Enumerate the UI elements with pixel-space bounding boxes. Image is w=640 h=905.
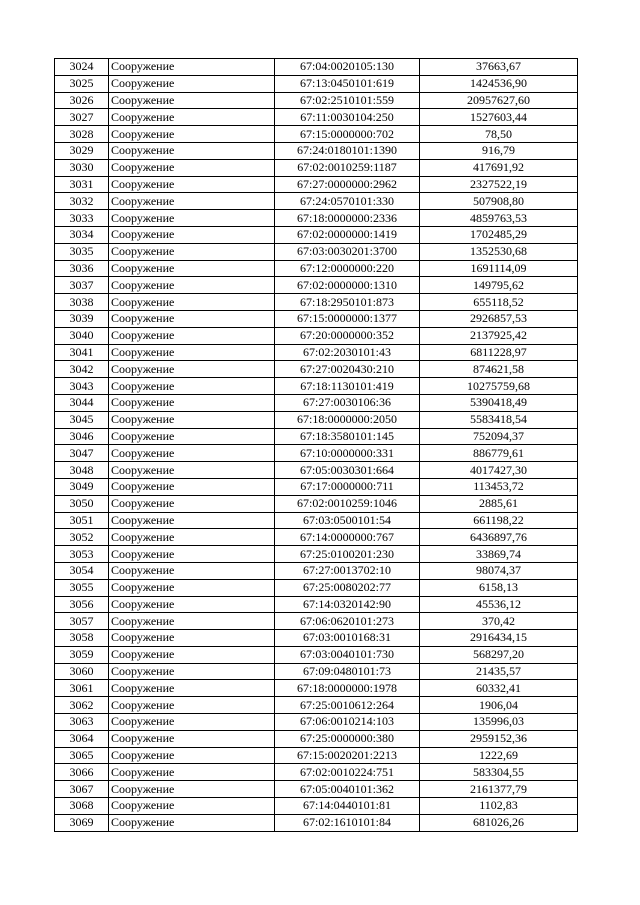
object-type-cell: Сооружение <box>109 630 275 647</box>
cadastral-value-cell: 1352530,68 <box>420 243 578 260</box>
cadastral-value-cell: 4859763,53 <box>420 210 578 227</box>
object-type-cell: Сооружение <box>109 260 275 277</box>
object-type-cell: Сооружение <box>109 663 275 680</box>
row-number-cell: 3034 <box>55 226 109 243</box>
table-row <box>55 697 578 714</box>
cadastral-value-cell: 2137925,42 <box>420 327 578 344</box>
table-row <box>55 680 578 697</box>
row-number-cell: 3061 <box>55 680 109 697</box>
cadastral-value-cell: 1702485,29 <box>420 226 578 243</box>
cadastral-number-cell: 67:18:0000000:2336 <box>275 210 420 227</box>
row-number-cell: 3036 <box>55 260 109 277</box>
row-number-cell: 3051 <box>55 512 109 529</box>
table-row <box>55 59 578 76</box>
registry-table-body <box>55 59 578 832</box>
cadastral-number-cell: 67:27:0030106:36 <box>275 394 420 411</box>
cadastral-value-cell: 1691114,09 <box>420 260 578 277</box>
cadastral-number-cell: 67:25:0000000:380 <box>275 730 420 747</box>
object-type-cell: Сооружение <box>109 193 275 210</box>
row-number-cell: 3052 <box>55 529 109 546</box>
cadastral-value-cell: 2916434,15 <box>420 630 578 647</box>
cadastral-value-cell: 568297,20 <box>420 646 578 663</box>
table-row <box>55 445 578 462</box>
object-type-cell: Сооружение <box>109 495 275 512</box>
object-type-cell: Сооружение <box>109 546 275 563</box>
object-type-cell: Сооружение <box>109 529 275 546</box>
table-row <box>55 730 578 747</box>
cadastral-value-cell: 135996,03 <box>420 714 578 731</box>
object-type-cell: Сооружение <box>109 596 275 613</box>
table-row <box>55 781 578 798</box>
object-type-cell: Сооружение <box>109 109 275 126</box>
row-number-cell: 3069 <box>55 814 109 831</box>
cadastral-number-cell: 67:02:0010224:751 <box>275 764 420 781</box>
cadastral-number-cell: 67:18:0000000:1978 <box>275 680 420 697</box>
table-row <box>55 75 578 92</box>
object-type-cell: Сооружение <box>109 747 275 764</box>
object-type-cell: Сооружение <box>109 159 275 176</box>
row-number-cell: 3064 <box>55 730 109 747</box>
object-type-cell: Сооружение <box>109 344 275 361</box>
object-type-cell: Сооружение <box>109 176 275 193</box>
table-row <box>55 562 578 579</box>
object-type-cell: Сооружение <box>109 126 275 143</box>
row-number-cell: 3024 <box>55 59 109 76</box>
object-type-cell: Сооружение <box>109 310 275 327</box>
cadastral-value-cell: 6436897,76 <box>420 529 578 546</box>
cadastral-value-cell: 21435,57 <box>420 663 578 680</box>
cadastral-number-cell: 67:03:0010168:31 <box>275 630 420 647</box>
object-type-cell: Сооружение <box>109 92 275 109</box>
cadastral-value-cell: 98074,37 <box>420 562 578 579</box>
object-type-cell: Сооружение <box>109 411 275 428</box>
cadastral-number-cell: 67:03:0030201:3700 <box>275 243 420 260</box>
object-type-cell: Сооружение <box>109 512 275 529</box>
object-type-cell: Сооружение <box>109 327 275 344</box>
cadastral-value-cell: 33869,74 <box>420 546 578 563</box>
cadastral-value-cell: 2161377,79 <box>420 781 578 798</box>
cadastral-value-cell: 5583418,54 <box>420 411 578 428</box>
object-type-cell: Сооружение <box>109 445 275 462</box>
row-number-cell: 3050 <box>55 495 109 512</box>
row-number-cell: 3054 <box>55 562 109 579</box>
row-number-cell: 3030 <box>55 159 109 176</box>
cadastral-value-cell: 655118,52 <box>420 294 578 311</box>
cadastral-value-cell: 78,50 <box>420 126 578 143</box>
cadastral-number-cell: 67:18:2950101:873 <box>275 294 420 311</box>
row-number-cell: 3040 <box>55 327 109 344</box>
cadastral-number-cell: 67:27:0013702:10 <box>275 562 420 579</box>
cadastral-number-cell: 67:18:0000000:2050 <box>275 411 420 428</box>
cadastral-number-cell: 67:02:0010259:1046 <box>275 495 420 512</box>
cadastral-number-cell: 67:05:0040101:362 <box>275 781 420 798</box>
object-type-cell: Сооружение <box>109 478 275 495</box>
row-number-cell: 3067 <box>55 781 109 798</box>
table-row <box>55 92 578 109</box>
row-number-cell: 3048 <box>55 462 109 479</box>
cadastral-number-cell: 67:15:0020201:2213 <box>275 747 420 764</box>
table-row <box>55 747 578 764</box>
cadastral-value-cell: 583304,55 <box>420 764 578 781</box>
cadastral-value-cell: 874621,58 <box>420 361 578 378</box>
table-row <box>55 462 578 479</box>
table-row <box>55 579 578 596</box>
cadastral-value-cell: 5390418,49 <box>420 394 578 411</box>
row-number-cell: 3029 <box>55 142 109 159</box>
table-row <box>55 294 578 311</box>
cadastral-value-cell: 916,79 <box>420 142 578 159</box>
cadastral-number-cell: 67:13:0450101:619 <box>275 75 420 92</box>
cadastral-number-cell: 67:03:0040101:730 <box>275 646 420 663</box>
object-type-cell: Сооружение <box>109 697 275 714</box>
table-row <box>55 176 578 193</box>
cadastral-value-cell: 1424536,90 <box>420 75 578 92</box>
row-number-cell: 3053 <box>55 546 109 563</box>
cadastral-value-cell: 1906,04 <box>420 697 578 714</box>
table-row <box>55 798 578 815</box>
row-number-cell: 3063 <box>55 714 109 731</box>
object-type-cell: Сооружение <box>109 75 275 92</box>
row-number-cell: 3062 <box>55 697 109 714</box>
table-row <box>55 646 578 663</box>
cadastral-number-cell: 67:02:0000000:1310 <box>275 277 420 294</box>
table-row <box>55 613 578 630</box>
row-number-cell: 3049 <box>55 478 109 495</box>
table-row <box>55 663 578 680</box>
cadastral-number-cell: 67:02:0000000:1419 <box>275 226 420 243</box>
row-number-cell: 3058 <box>55 630 109 647</box>
cadastral-number-cell: 67:27:0020430:210 <box>275 361 420 378</box>
object-type-cell: Сооружение <box>109 378 275 395</box>
row-number-cell: 3046 <box>55 428 109 445</box>
object-type-cell: Сооружение <box>109 210 275 227</box>
object-type-cell: Сооружение <box>109 562 275 579</box>
cadastral-number-cell: 67:20:0000000:352 <box>275 327 420 344</box>
object-type-cell: Сооружение <box>109 59 275 76</box>
object-type-cell: Сооружение <box>109 714 275 731</box>
cadastral-number-cell: 67:06:0010214:103 <box>275 714 420 731</box>
cadastral-number-cell: 67:02:0010259:1187 <box>275 159 420 176</box>
table-row <box>55 109 578 126</box>
cadastral-number-cell: 67:24:0180101:1390 <box>275 142 420 159</box>
table-row <box>55 630 578 647</box>
object-type-cell: Сооружение <box>109 226 275 243</box>
object-type-cell: Сооружение <box>109 781 275 798</box>
cadastral-number-cell: 67:14:0000000:767 <box>275 529 420 546</box>
table-row <box>55 327 578 344</box>
cadastral-number-cell: 67:05:0030301:664 <box>275 462 420 479</box>
row-number-cell: 3025 <box>55 75 109 92</box>
cadastral-value-cell: 752094,37 <box>420 428 578 445</box>
row-number-cell: 3032 <box>55 193 109 210</box>
cadastral-value-cell: 113453,72 <box>420 478 578 495</box>
cadastral-value-cell: 1527603,44 <box>420 109 578 126</box>
cadastral-value-cell: 4017427,30 <box>420 462 578 479</box>
table-row <box>55 714 578 731</box>
cadastral-value-cell: 1102,83 <box>420 798 578 815</box>
cadastral-number-cell: 67:12:0000000:220 <box>275 260 420 277</box>
cadastral-number-cell: 67:25:0100201:230 <box>275 546 420 563</box>
cadastral-number-cell: 67:25:0010612:264 <box>275 697 420 714</box>
object-type-cell: Сооружение <box>109 764 275 781</box>
row-number-cell: 3033 <box>55 210 109 227</box>
table-row <box>55 546 578 563</box>
row-number-cell: 3044 <box>55 394 109 411</box>
row-number-cell: 3038 <box>55 294 109 311</box>
table-row <box>55 529 578 546</box>
cadastral-number-cell: 67:04:0020105:130 <box>275 59 420 76</box>
row-number-cell: 3028 <box>55 126 109 143</box>
cadastral-value-cell: 2959152,36 <box>420 730 578 747</box>
cadastral-number-cell: 67:03:0500101:54 <box>275 512 420 529</box>
row-number-cell: 3056 <box>55 596 109 613</box>
cadastral-value-cell: 6158,13 <box>420 579 578 596</box>
table-row <box>55 226 578 243</box>
cadastral-value-cell: 886779,61 <box>420 445 578 462</box>
row-number-cell: 3039 <box>55 310 109 327</box>
cadastral-number-cell: 67:15:0000000:1377 <box>275 310 420 327</box>
cadastral-value-cell: 507908,80 <box>420 193 578 210</box>
row-number-cell: 3037 <box>55 277 109 294</box>
row-number-cell: 3065 <box>55 747 109 764</box>
cadastral-value-cell: 60332,41 <box>420 680 578 697</box>
cadastral-number-cell: 67:25:0080202:77 <box>275 579 420 596</box>
table-row <box>55 411 578 428</box>
object-type-cell: Сооружение <box>109 814 275 831</box>
object-type-cell: Сооружение <box>109 646 275 663</box>
row-number-cell: 3047 <box>55 445 109 462</box>
table-row <box>55 378 578 395</box>
cadastral-value-cell: 37663,67 <box>420 59 578 76</box>
table-row <box>55 764 578 781</box>
table-row <box>55 512 578 529</box>
table-row <box>55 495 578 512</box>
row-number-cell: 3027 <box>55 109 109 126</box>
table-row <box>55 310 578 327</box>
row-number-cell: 3035 <box>55 243 109 260</box>
object-type-cell: Сооружение <box>109 680 275 697</box>
table-row <box>55 428 578 445</box>
row-number-cell: 3066 <box>55 764 109 781</box>
cadastral-value-cell: 417691,92 <box>420 159 578 176</box>
cadastral-value-cell: 6811228,97 <box>420 344 578 361</box>
cadastral-value-cell: 2885,61 <box>420 495 578 512</box>
cadastral-number-cell: 67:15:0000000:702 <box>275 126 420 143</box>
object-type-cell: Сооружение <box>109 428 275 445</box>
row-number-cell: 3068 <box>55 798 109 815</box>
cadastral-number-cell: 67:14:0320142:90 <box>275 596 420 613</box>
cadastral-value-cell: 1222,69 <box>420 747 578 764</box>
cadastral-value-cell: 661198,22 <box>420 512 578 529</box>
property-registry-table <box>54 58 578 832</box>
object-type-cell: Сооружение <box>109 361 275 378</box>
row-number-cell: 3031 <box>55 176 109 193</box>
row-number-cell: 3057 <box>55 613 109 630</box>
object-type-cell: Сооружение <box>109 798 275 815</box>
row-number-cell: 3026 <box>55 92 109 109</box>
row-number-cell: 3041 <box>55 344 109 361</box>
object-type-cell: Сооружение <box>109 277 275 294</box>
cadastral-number-cell: 67:02:2510101:559 <box>275 92 420 109</box>
row-number-cell: 3059 <box>55 646 109 663</box>
table-row <box>55 193 578 210</box>
cadastral-number-cell: 67:09:0480101:73 <box>275 663 420 680</box>
row-number-cell: 3060 <box>55 663 109 680</box>
cadastral-value-cell: 2327522,19 <box>420 176 578 193</box>
object-type-cell: Сооружение <box>109 243 275 260</box>
cadastral-number-cell: 67:14:0440101:81 <box>275 798 420 815</box>
cadastral-number-cell: 67:24:0570101:330 <box>275 193 420 210</box>
cadastral-number-cell: 67:02:2030101:43 <box>275 344 420 361</box>
table-row <box>55 159 578 176</box>
cadastral-value-cell: 149795,62 <box>420 277 578 294</box>
cadastral-number-cell: 67:06:0620101:273 <box>275 613 420 630</box>
object-type-cell: Сооружение <box>109 142 275 159</box>
cadastral-number-cell: 67:02:1610101:84 <box>275 814 420 831</box>
cadastral-number-cell: 67:10:0000000:331 <box>275 445 420 462</box>
object-type-cell: Сооружение <box>109 394 275 411</box>
cadastral-number-cell: 67:18:1130101:419 <box>275 378 420 395</box>
row-number-cell: 3045 <box>55 411 109 428</box>
table-row <box>55 596 578 613</box>
object-type-cell: Сооружение <box>109 579 275 596</box>
cadastral-number-cell: 67:27:0000000:2962 <box>275 176 420 193</box>
table-row <box>55 277 578 294</box>
table-row <box>55 260 578 277</box>
table-row <box>55 344 578 361</box>
object-type-cell: Сооружение <box>109 294 275 311</box>
cadastral-number-cell: 67:11:0030104:250 <box>275 109 420 126</box>
cadastral-value-cell: 681026,26 <box>420 814 578 831</box>
row-number-cell: 3042 <box>55 361 109 378</box>
cadastral-number-cell: 67:18:3580101:145 <box>275 428 420 445</box>
object-type-cell: Сооружение <box>109 462 275 479</box>
object-type-cell: Сооружение <box>109 613 275 630</box>
table-row <box>55 142 578 159</box>
cadastral-value-cell: 2926857,53 <box>420 310 578 327</box>
table-row <box>55 361 578 378</box>
table-row <box>55 814 578 831</box>
object-type-cell: Сооружение <box>109 730 275 747</box>
table-row <box>55 478 578 495</box>
cadastral-value-cell: 10275759,68 <box>420 378 578 395</box>
table-row <box>55 243 578 260</box>
row-number-cell: 3055 <box>55 579 109 596</box>
table-row <box>55 126 578 143</box>
cadastral-value-cell: 20957627,60 <box>420 92 578 109</box>
cadastral-value-cell: 370,42 <box>420 613 578 630</box>
row-number-cell: 3043 <box>55 378 109 395</box>
table-row <box>55 210 578 227</box>
cadastral-value-cell: 45536,12 <box>420 596 578 613</box>
cadastral-number-cell: 67:17:0000000:711 <box>275 478 420 495</box>
table-row <box>55 394 578 411</box>
